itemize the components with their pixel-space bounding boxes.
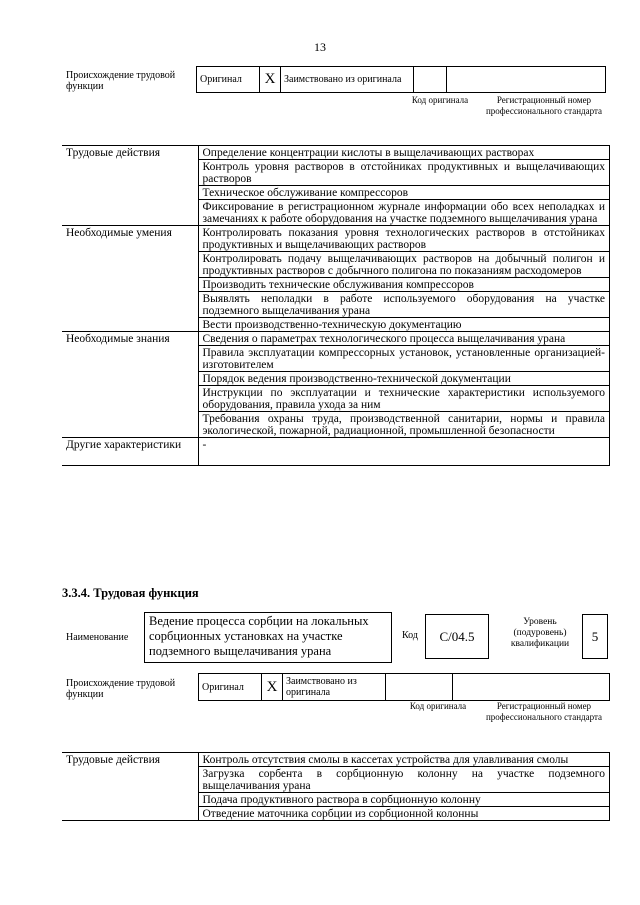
level-label: Уровень (подуровень) квалификации [510, 617, 570, 649]
code-value: C/04.5 [425, 614, 489, 659]
level-value: 5 [582, 614, 608, 659]
section-heading: 3.3.4. Трудовая функция [62, 586, 199, 600]
original-code-cell [414, 67, 447, 93]
reg-number-cell [447, 67, 606, 93]
original-code-cell [386, 674, 453, 701]
labor-function-table [62, 752, 610, 821]
row-header: Другие характеристики [62, 438, 198, 466]
origin-label: Происхождение трудовой функции [66, 70, 176, 92]
list-item: Порядок ведения производственно-технической документации [198, 372, 610, 386]
code-original-label: Код оригинала [409, 701, 467, 711]
origin-label: Происхождение трудовой функции [66, 678, 176, 700]
code-label: Код [402, 630, 418, 641]
table-row [62, 438, 610, 466]
labor-function-table [62, 145, 610, 466]
list-item: Вести производственно-техническую документацию [198, 318, 610, 332]
origin-table [196, 66, 606, 93]
list-item: Производить технические обслуживания компрессоров [198, 278, 610, 292]
table-row [62, 226, 610, 252]
list-item: Правила эксплуатации компрессорных установок, установленные организацией-изготовителем [198, 346, 610, 372]
table-row [62, 332, 610, 346]
list-item: Техническое обслуживание компрессоров [198, 186, 610, 200]
list-item: Подача продуктивного раствора в сорбционную колонну [198, 793, 610, 807]
list-item: Сведения о параметрах технологического процесса выщелачивания урана [198, 332, 610, 346]
reg-number-label: Регистрационный номер профессионального стандарта [485, 95, 603, 116]
list-item: Контролировать показания уровня технологических растворов в отстойниках продуктивных и выщелачивающих растворов [198, 226, 610, 252]
list-item: Отведение маточника сорбции из сорбционной колонны [198, 807, 610, 821]
list-item: Контроль отсутствия смолы в кассетах устройства для улавливания смолы [198, 753, 610, 767]
function-name: Ведение процесса сорбции на локальных сорбционных установках на участке подземного выщелачивания урана [144, 612, 392, 663]
list-item: Фиксирование в регистрационном журнале информации обо всех неполадках и замечаниях к работе оборудования на участке подземного выщелачивания урана [198, 200, 610, 226]
row-header: Необходимые умения [62, 226, 198, 332]
table-row [62, 146, 610, 160]
page-number: 13 [314, 40, 326, 54]
list-item: Определение концентрации кислоты в выщелачивающих растворах [198, 146, 610, 160]
reg-number-label: Регистрационный номер профессионального стандарта [485, 701, 603, 722]
original-mark: X [262, 674, 283, 701]
row-header: Необходимые знания [62, 332, 198, 438]
row-header: Трудовые действия [62, 753, 198, 821]
list-item: Требования охраны труда, производственной санитарии, нормы и правила экологической, пожарной, радиационной, промышленной безопасности [198, 412, 610, 438]
original-mark: X [260, 67, 281, 93]
original-cell: Оригинал [199, 674, 262, 701]
list-item: - [198, 438, 610, 466]
row-header: Трудовые действия [62, 146, 198, 226]
name-label: Наименование [66, 632, 129, 643]
reg-number-cell [453, 674, 610, 701]
list-item: Контролировать подачу выщелачивающих растворов на добычный полигон и продуктивных растворов с добычного полигона по показаниям расходомеров [198, 252, 610, 278]
list-item: Загрузка сорбента в сорбционную колонну на участке подземного выщелачивания урана [198, 767, 610, 793]
table-row [62, 753, 610, 767]
list-item: Выявлять неполадки в работе используемого оборудования на участке подземного выщелачивания урана [198, 292, 610, 318]
code-original-label: Код оригинала [411, 95, 469, 105]
list-item: Инструкции по эксплуатации и технические характеристики используемого оборудования, правила ухода за ним [198, 386, 610, 412]
borrowed-cell: Заимствовано из оригинала [281, 67, 414, 93]
original-cell: Оригинал [197, 67, 260, 93]
list-item: Контроль уровня растворов в отстойниках продуктивных и выщелачивающих растворов [198, 160, 610, 186]
borrowed-cell: Заимствовано из оригинала [283, 674, 386, 701]
origin-table [198, 673, 610, 701]
